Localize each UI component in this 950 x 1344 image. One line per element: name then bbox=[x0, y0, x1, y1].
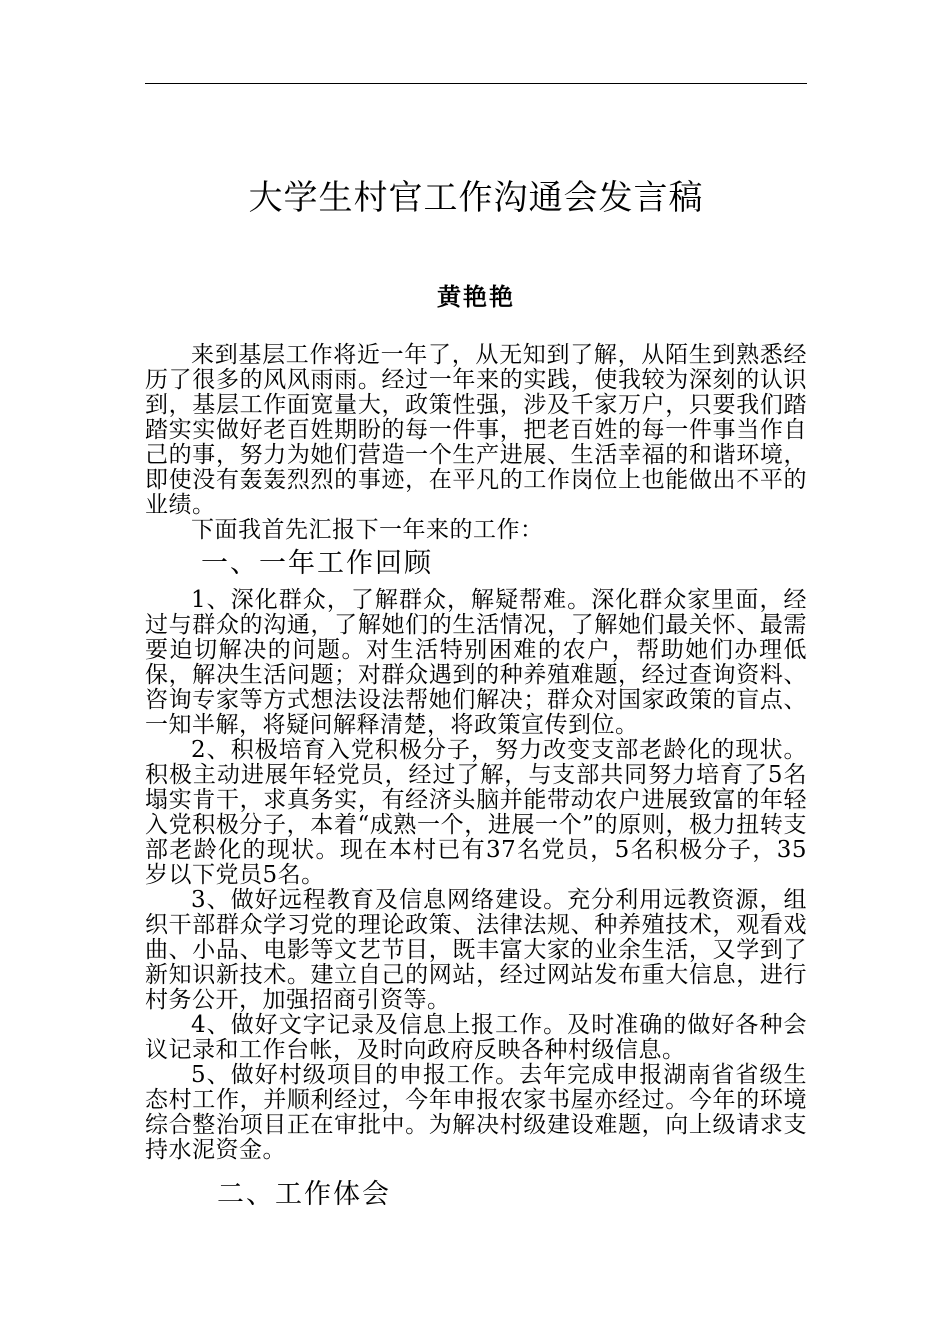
intro-transition: 下面我首先汇报下一年来的工作： bbox=[191, 517, 544, 543]
section-heading-experience: 二、工作体会 bbox=[217, 1179, 391, 1210]
intro-paragraph: 来到基层工作将近一年了，从无知到了解，从陌生到熟悉经历了很多的风风雨雨。经过一年来的实践，使我较为深刻的认识到，基层工作面宽量大，政策性强，涉及千家万户，只要我们踏踏实实做好老百姓期盼的每一件事，把老百姓的每一件事当作自己的事，努力为她们营造一个生产进展、生活幸福的和谐环境，即使没有轰轰烈烈的事迹，在平凡的工作岗位上也能做出不平的业绩。 bbox=[145, 342, 807, 518]
review-item-2: 2、积极培育入党积极分子，努力改变支部老龄化的现状。积极主动进展年轻党员，经过了解，与支部共同努力培育了5名塌实肯干，求真务实，有经济头脑并能带动农户进展致富的年轻入党积极分子，本着“成熟一个，进展一个”的原则，极力扭转支部老龄化的现状。现在本村已有37名党员，5名积极分子，35岁以下党员5名。 bbox=[145, 737, 807, 888]
document-title: 大学生村官工作沟通会发言稿 bbox=[248, 178, 704, 218]
review-item-3: 3、做好远程教育及信息网络建设。充分利用远教资源，组织干部群众学习党的理论政策、法律法规、种养殖技术，观看戏曲、小品、电影等文艺节目，既丰富大家的业余生活，又学到了新知识新技术。建立自己的网站，经过网站发布重大信息，进行村务公开，加强招商引资等。 bbox=[145, 887, 807, 1013]
review-item-5: 5、做好村级项目的申报工作。去年完成申报湖南省省级生态村工作，并顺利经过，今年申报农家书屋亦经过。今年的环境综合整治项目正在审批中。为解决村级建设难题，向上级请求支持水泥资金。 bbox=[145, 1062, 807, 1163]
header-rule bbox=[145, 83, 807, 84]
review-item-4: 4、做好文字记录及信息上报工作。及时准确的做好各种会议记录和工作台帐，及时向政府反映各种村级信息。 bbox=[145, 1012, 807, 1063]
author-name: 黄艳艳 bbox=[437, 282, 515, 311]
document-body bbox=[145, 343, 807, 1219]
section-heading-review: 一、一年工作回顾 bbox=[201, 548, 433, 579]
review-item-1: 1、深化群众，了解群众，解疑帮难。深化群众家里面，经过与群众的沟通，了解她们的生活情况，了解她们最关怀、最需要迫切解决的问题。对生活特别困难的农户，帮助她们办理低保，解决生活问题；对群众遇到的种养殖难题，经过查询资料、咨询专家等方式想法设法帮她们解决；群众对国家政策的盲点、一知半解，将疑问解释清楚，将政策宣传到位。 bbox=[145, 587, 807, 738]
